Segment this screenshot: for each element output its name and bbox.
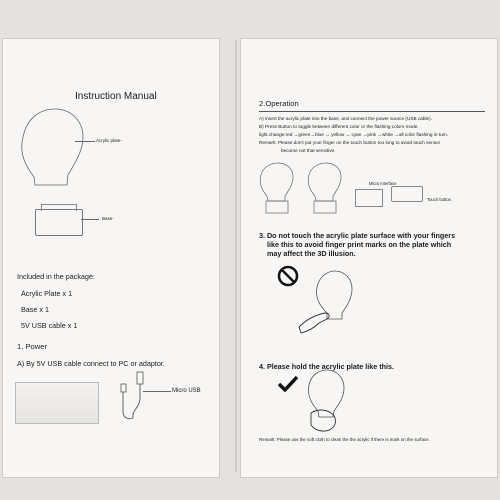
base-illustration xyxy=(35,209,83,236)
base-side-view xyxy=(355,189,383,207)
step3-line: like this to avoid finger print marks on the plate which xyxy=(267,240,452,249)
operation-line: B) Press Button to toggle between different color or the flashing colors mode. xyxy=(259,124,419,129)
operation-line: become not that sensitive. xyxy=(281,148,336,153)
powered-base-illustration xyxy=(15,382,99,424)
plate-leader-line xyxy=(75,141,95,142)
step4-heading: 4. Please hold the acrylic plate like this. xyxy=(259,362,395,371)
base-leader-line xyxy=(81,219,99,220)
micro-interface-label: Micro interface xyxy=(369,181,397,186)
bulb-with-base-illustration xyxy=(259,163,299,221)
package-heading: Included in the package: xyxy=(17,272,95,281)
hand-holding-illustration xyxy=(299,369,359,435)
operation-line: A) Insert the acrylic plate into the base, and connect the power source (USB cable). xyxy=(259,116,433,121)
right-page xyxy=(240,38,498,478)
heading-rule xyxy=(259,111,485,112)
power-heading: 1. Power xyxy=(17,342,47,351)
package-item: Base x 1 xyxy=(21,305,49,314)
manual-title: Instruction Manual xyxy=(75,91,157,102)
cleaning-remark: Remark: Please use the soft cloth to clean the the acrylic if there is mark on the surface. xyxy=(259,437,430,442)
usb-cable-illustration xyxy=(107,372,167,432)
base-slot xyxy=(41,204,77,211)
bulb-with-base-illustration xyxy=(307,163,347,221)
touch-button-label: Touch button xyxy=(427,197,451,202)
operation-heading: 2.Operation xyxy=(259,99,299,108)
micro-usb-label: Micro USB xyxy=(172,388,201,394)
step3-line: may affect the 3D illusion. xyxy=(267,249,356,258)
power-text: A) By 5V USB cable connect to PC or adaptor. xyxy=(17,359,165,368)
operation-line: Remark: Please don't put your finger on the touch button too long to avoid touch sensor xyxy=(259,140,441,145)
finger-touch-illustration xyxy=(297,269,357,335)
package-item: 5V USB cable x 1 xyxy=(21,321,78,330)
bulb-plate-illustration xyxy=(21,107,81,217)
operation-line: light change:red →green→blue → yellow → cyan →pink →white →all color flashing in turn. xyxy=(259,132,449,137)
base-label: Base- xyxy=(102,216,114,221)
page-fold xyxy=(235,40,237,472)
left-page xyxy=(2,38,220,478)
step3-line: 3. Do not touch the acrylic plate surface with your fingers xyxy=(259,231,456,240)
acrylic-plate-label: Acrylic plate- xyxy=(96,138,122,143)
checkmark-icon xyxy=(277,375,299,393)
prohibited-icon xyxy=(277,265,299,287)
base-top-view xyxy=(391,186,423,202)
usb-leader-line xyxy=(143,391,171,392)
package-item: Acrylic Plate x 1 xyxy=(21,289,73,298)
